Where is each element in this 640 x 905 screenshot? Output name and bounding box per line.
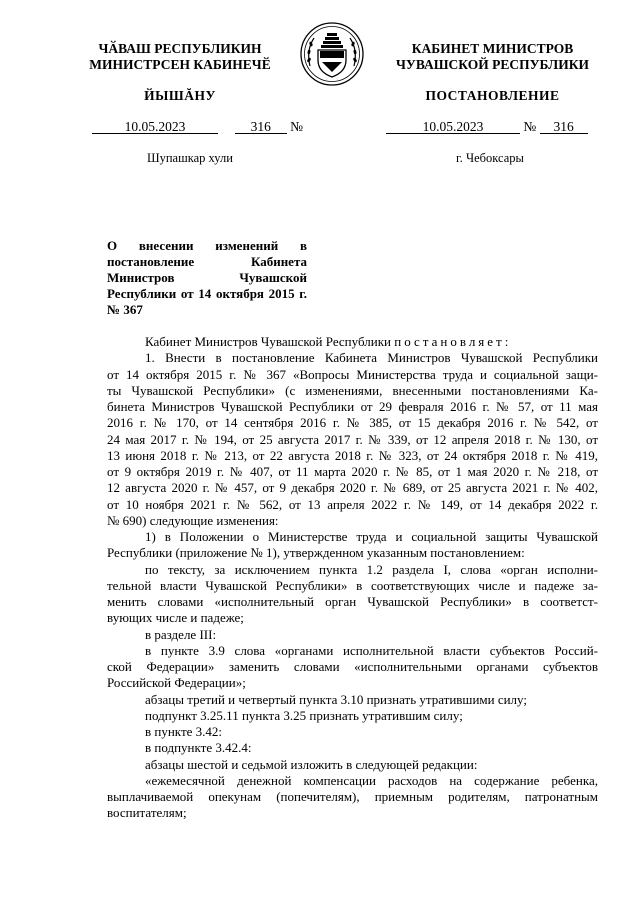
city-chuvash: Шупашкар хули bbox=[147, 151, 233, 165]
body-line: от 10 ноября 2021 г. № 562, от 13 апреля 2022 г. № 149, от 14 декабря 2022 г. bbox=[107, 496, 598, 512]
city-russian: г. Чебоксары bbox=[456, 151, 524, 165]
dateline-left bbox=[92, 120, 303, 134]
body-line: в разделе III: bbox=[145, 626, 217, 642]
body-line: подпункт 3.25.11 пункта 3.25 признать утратившим силу; bbox=[145, 707, 463, 723]
body-line: тельной власти Чувашской Республики» в соответствующих числе и падеже за- bbox=[107, 577, 598, 593]
header-russian bbox=[370, 41, 615, 73]
dateline-right bbox=[386, 120, 588, 134]
chuvash-emblem-icon bbox=[298, 20, 366, 88]
body-line: «ежемесячной денежной компенсации расходов на содержание ребенка, bbox=[145, 772, 598, 788]
body-line: ской Федерации» заменить словами «исполнительными органами субъектов bbox=[107, 659, 598, 674]
header-right-line2: ЧУВАШСКОЙ РЕСПУБЛИКИ bbox=[396, 57, 589, 72]
body-line: в пункте 3.42: bbox=[145, 724, 223, 739]
body-line: 24 мая 2017 г. № 194, от 25 августа 2017 г. № 339, от 12 апреля 2018 г. № 130, от bbox=[107, 431, 598, 447]
header-right-line1: КАБИНЕТ МИНИСТРОВ bbox=[411, 41, 574, 56]
date-left: 10.05.2023 bbox=[92, 120, 218, 134]
decree-label-russian: ПОСТАНОВЛЕНИЕ bbox=[425, 88, 560, 103]
body-line: 2016 г. № 170, от 14 сентября 2016 г. № 385, от 15 декабря 2016 г. № 542, от bbox=[107, 415, 598, 431]
body-line: 1. Внести в постановление Кабинета Министров Чувашской Республики bbox=[145, 350, 598, 366]
body-line: в пункте 3.9 слова «органами исполнительной власти субъектов Россий- bbox=[145, 642, 598, 658]
body-line: от 9 октября 2019 г. № 407, от 11 марта 2020 г. № 85, от 1 мая 2020 г. № 218, от bbox=[107, 464, 598, 479]
header-left-line2: МИНИСТРСЕН КАБИНЕЧӖ bbox=[89, 57, 271, 72]
body-line: выплачиваемой опекунам (попечителям), приемным родителям, патронатным bbox=[107, 789, 598, 804]
number-left: 316 bbox=[235, 120, 287, 134]
body-line: в подпункте 3.42.4: bbox=[145, 740, 252, 756]
body-line: Кабинет Министров Чувашской Республики постановляет: bbox=[145, 334, 512, 349]
body-line: бинета Министров Чувашской Республики от 29 февраля 2016 г. № 57, от 11 мая bbox=[107, 399, 598, 414]
body-line: воспитателям; bbox=[107, 805, 187, 821]
body-line: 12 августа 2020 г. № 457, от 9 декабря 2020 г. № 689, от 25 августа 2021 г. № 402, bbox=[107, 480, 598, 496]
number-sign-right: № bbox=[523, 119, 537, 134]
body-line: вующих числе и падеже; bbox=[107, 610, 244, 626]
date-right: 10.05.2023 bbox=[386, 120, 520, 134]
number-right: 316 bbox=[540, 120, 588, 134]
body-line: 1) в Положении о Министерстве труда и социальной защиты Чувашской bbox=[145, 529, 598, 544]
header-chuvash bbox=[60, 41, 300, 73]
decree-label-chuvash: ЙЫШĂНУ bbox=[144, 88, 216, 103]
body-line: ты Чувашской Республики» (с изменениями, внесенными постановлениями Ка- bbox=[107, 382, 598, 398]
body-line: менить словами «исполнительный орган Чувашской Республики» в соответст- bbox=[107, 594, 598, 609]
number-sign-left: № bbox=[290, 119, 304, 134]
document-title: О внесении изменений в постановление Кабинета Министров Чувашской Республики от 14 октября 2015 г. № 367 bbox=[107, 238, 307, 317]
document-body bbox=[107, 334, 598, 822]
body-line: 13 июня 2018 г. № 213, от 22 августа 2018 г. № 323, от 24 октября 2018 г. № 419, bbox=[107, 447, 598, 463]
body-line: абзацы третий и четвертый пункта 3.10 признать утратившими силу; bbox=[145, 691, 527, 707]
body-line: Республики (приложение № 1), утвержденном указанным постановлением: bbox=[107, 545, 525, 561]
body-line: абзацы шестой и седьмой изложить в следующей редакции: bbox=[145, 756, 478, 772]
header-left-line1: ЧӐВАШ РЕСПУБЛИКИН bbox=[98, 41, 262, 56]
body-line: по тексту, за исключением пункта 1.2 раздела I, слова «орган исполни- bbox=[145, 561, 598, 577]
body-line: Российской Федерации»; bbox=[107, 675, 246, 691]
body-line: от 14 октября 2015 г. № 367 «Вопросы Министерства труда и социальной защи- bbox=[107, 366, 598, 382]
body-line: № 690) следующие изменения: bbox=[107, 512, 279, 528]
